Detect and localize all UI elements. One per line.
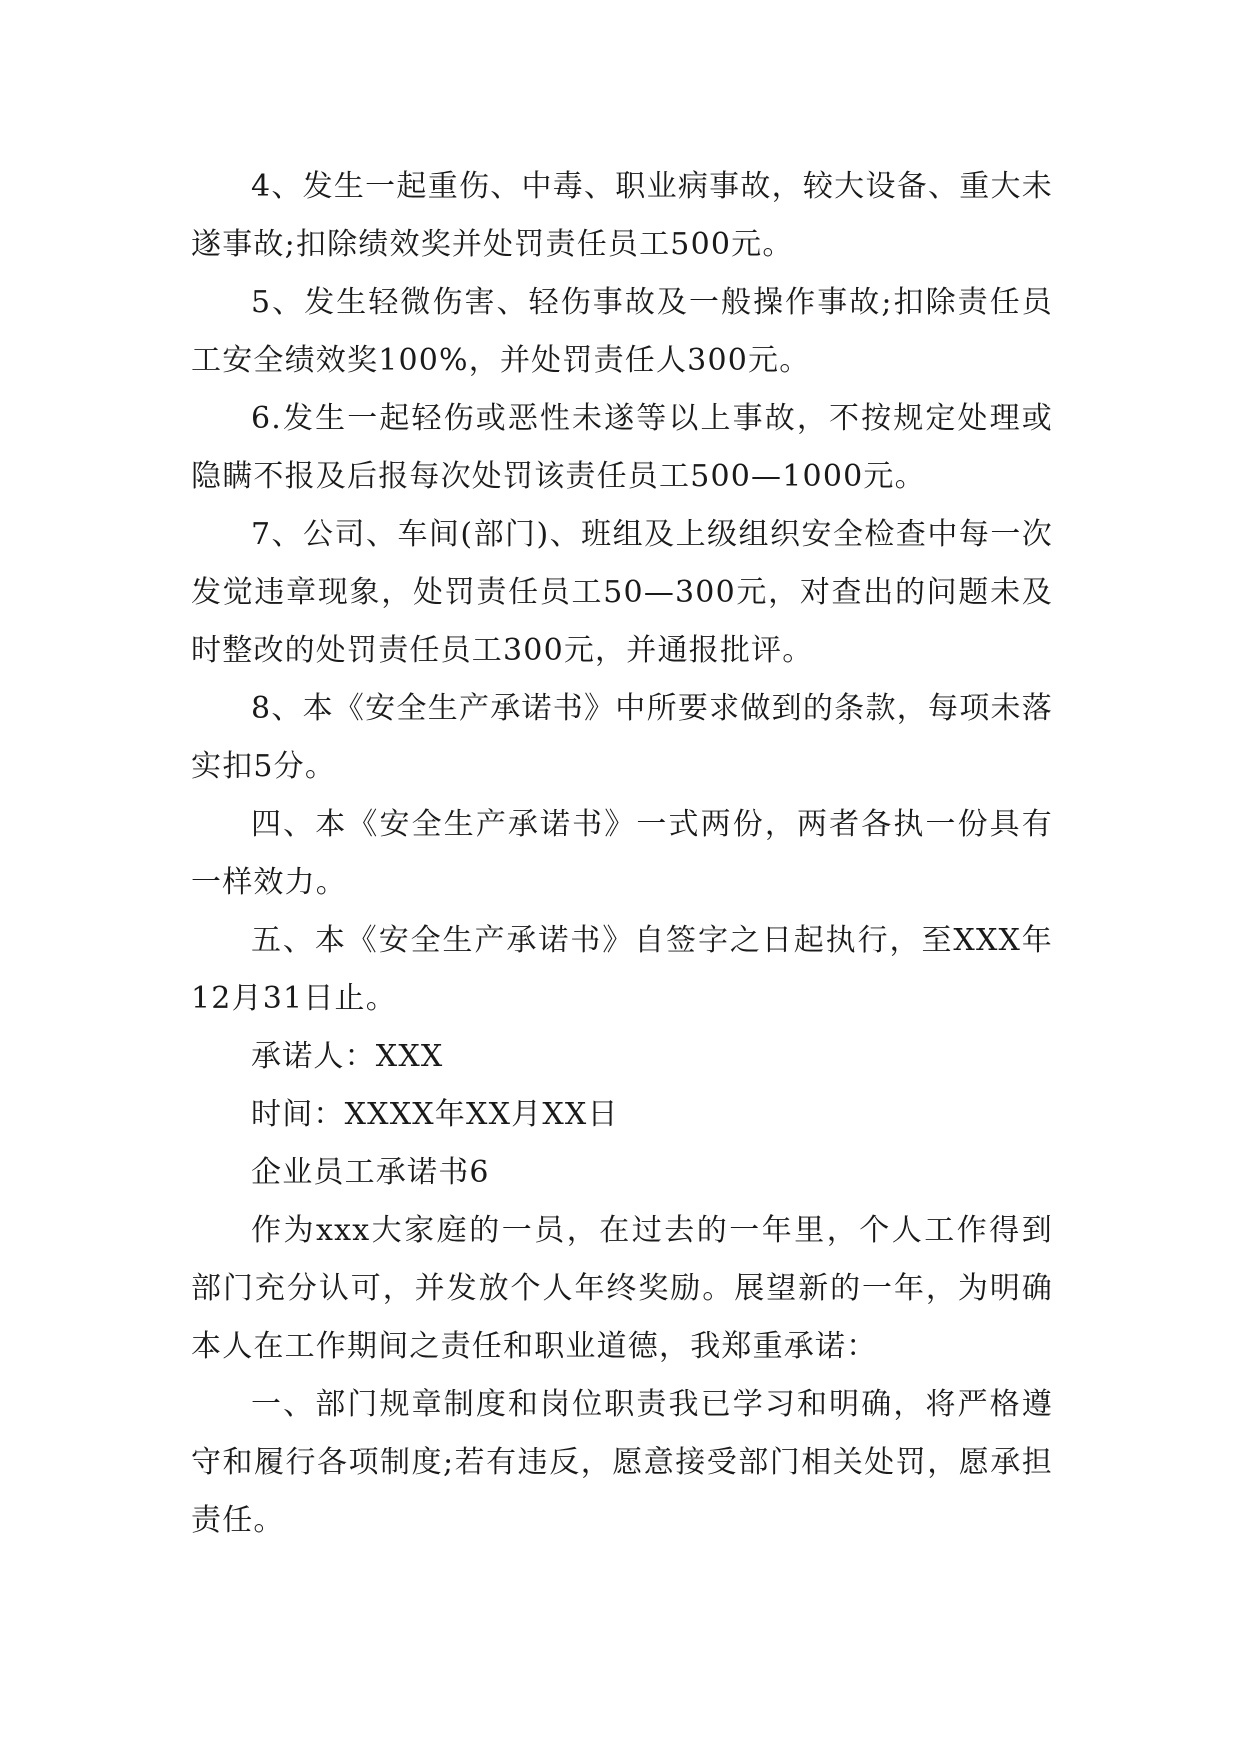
paragraph-penalty-serious-accident: 4、发生一起重伤、中毒、职业病事故，较大设备、重大未遂事故;扣除绩效奖并处罚责任员工500元。 bbox=[191, 169, 1053, 262]
paragraph-penalty-unfulfilled-terms: 8、本《安全生产承诺书》中所要求做到的条款，每项未落实扣5分。 bbox=[191, 691, 1053, 784]
signatory-line: 承诺人：XXX bbox=[251, 1039, 444, 1074]
paragraph-penalty-minor-injury: 5、发生轻微伤害、轻伤事故及一般操作事故;扣除责任员工安全绩效奖100%，并处罚责任人300元。 bbox=[191, 285, 1053, 378]
paragraph-copies: 四、本《安全生产承诺书》一式两份，两者各执一份具有一样效力。 bbox=[191, 807, 1053, 900]
paragraph-commitment-one: 一、部门规章制度和岗位职责我已学习和明确，将严格遵守和履行各项制度;若有违反，愿意接受部门相关处罚，愿承担责任。 bbox=[191, 1387, 1053, 1538]
date-line: 时间：XXXX年XX月XX日 bbox=[251, 1097, 619, 1132]
paragraph-penalty-inspection: 7、公司、车间(部门)、班组及上级组织安全检查中每一次发觉违章现象，处罚责任员工50—300元，对查出的问题未及时整改的处罚责任员工300元，并通报批评。 bbox=[191, 517, 1053, 668]
section-title: 企业员工承诺书6 bbox=[251, 1155, 490, 1190]
paragraph-effective-date: 五、本《安全生产承诺书》自签字之日起执行，至XXX年12月31日止。 bbox=[191, 923, 1053, 1016]
document-body bbox=[191, 158, 1053, 1550]
paragraph-penalty-concealment: 6.发生一起轻伤或恶性未遂等以上事故，不按规定处理或隐瞒不报及后报每次处罚该责任员工500—1000元。 bbox=[191, 401, 1053, 494]
paragraph-introduction: 作为xxx大家庭的一员，在过去的一年里，个人工作得到部门充分认可，并发放个人年终奖励。展望新的一年，为明确本人在工作期间之责任和职业道德，我郑重承诺： bbox=[191, 1213, 1053, 1364]
